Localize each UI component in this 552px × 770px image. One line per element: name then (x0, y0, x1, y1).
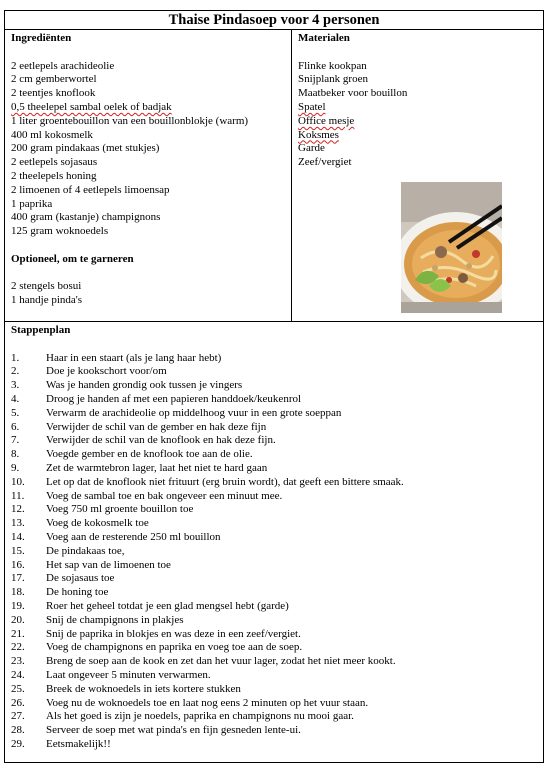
step-item (11, 517, 537, 531)
materials-list (298, 60, 537, 170)
recipe-table (4, 10, 544, 763)
ingredient-item: 2 eetlepels arachideolie (11, 59, 115, 72)
material-item: Flinke kookpan (298, 59, 367, 72)
step-number: 4. (11, 392, 20, 405)
step-item (11, 710, 537, 724)
ingredient-item: 400 ml kokosmelk (11, 128, 93, 141)
step-item (11, 559, 537, 573)
optional-header: Optioneel, om te garneren (11, 252, 134, 265)
step-item (11, 628, 537, 642)
material-item: Garde (298, 142, 325, 155)
step-number: 8. (11, 448, 20, 461)
step-item (11, 462, 537, 476)
step-item (11, 448, 537, 462)
step-item (11, 379, 537, 393)
ingredient-item: 2 eetlepels sojasaus (11, 156, 98, 169)
spacer (11, 338, 537, 352)
optional-item: 1 handje pinda's (11, 294, 83, 307)
step-item (11, 531, 537, 545)
step-number: 13. (11, 517, 25, 530)
step-text: Voeg aan de resterende 250 ml bouillon (46, 530, 221, 543)
step-text: Voeg nu de woknoedels toe en laat nog eens 2 minuten op het vuur staan. (46, 696, 369, 709)
step-text: Verwijder de schil van de gember en hak deze fijn (46, 420, 267, 433)
material-item: Snijplank groen (298, 73, 368, 86)
step-number: 12. (11, 503, 25, 516)
ingredient-item: 0,5 theelepel sambal oelek of badjak (11, 100, 172, 113)
step-text: Breek de woknoedels in iets kortere stukken (46, 682, 241, 695)
step-item (11, 683, 537, 697)
step-number: 21. (11, 627, 25, 640)
ingredient-item: 2 cm gemberwortel (11, 73, 97, 86)
materials-header: Materialen (298, 32, 350, 44)
step-item (11, 655, 537, 669)
step-number: 1. (11, 351, 20, 364)
ingredients-cell (5, 30, 292, 321)
ingredient-item: 2 teentjes knoflook (11, 87, 96, 100)
ingredients-header: Ingrediënten (11, 32, 72, 44)
step-text: De pindakaas toe, (46, 544, 125, 557)
step-number: 27. (11, 710, 25, 723)
ingredient-item: 125 gram woknoedels (11, 225, 109, 238)
step-item (11, 421, 537, 435)
step-text: Droog je handen af met een papieren handdoek/keukenrol (46, 392, 302, 405)
step-number: 5. (11, 406, 20, 419)
ingredient-item: 1 paprika (11, 197, 53, 210)
step-number: 3. (11, 379, 20, 392)
step-number: 19. (11, 599, 25, 612)
material-item: Koksmes (298, 128, 339, 141)
step-item (11, 614, 537, 628)
soup-photo (401, 182, 502, 313)
step-item (11, 434, 537, 448)
spacer (298, 46, 537, 60)
step-text: Snij de champignons in plakjes (46, 613, 184, 626)
spacer (11, 239, 285, 253)
step-number: 17. (11, 572, 25, 585)
step-item (11, 724, 537, 738)
step-number: 23. (11, 655, 25, 668)
ingredients-list (11, 60, 285, 239)
step-item (11, 586, 537, 600)
step-text: Laat ongeveer 5 minuten verwarmen. (46, 668, 211, 681)
steps-header: Stappenplan (11, 324, 71, 336)
ingredient-item: 2 limoenen of 4 eetlepels limoensap (11, 183, 170, 196)
step-number: 16. (11, 558, 25, 571)
step-item (11, 490, 537, 504)
step-number: 2. (11, 365, 20, 378)
step-text: Zet de warmtebron lager, laat het niet te hard gaan (46, 461, 268, 474)
step-number: 14. (11, 530, 25, 543)
step-number: 28. (11, 724, 25, 737)
materials-cell (292, 30, 543, 321)
step-text: Breng de soep aan de kook en zet dan het vuur lager, zodat het niet meer kookt. (46, 655, 396, 668)
step-number: 10. (11, 475, 25, 488)
step-item (11, 738, 537, 752)
step-item (11, 641, 537, 655)
spacer (11, 46, 285, 60)
step-number: 22. (11, 641, 25, 654)
step-item (11, 600, 537, 614)
step-number: 29. (11, 737, 25, 750)
recipe-title: Thaise Pindasoep voor 4 personen (5, 11, 543, 30)
step-number: 25. (11, 682, 25, 695)
step-item (11, 476, 537, 490)
step-item (11, 352, 537, 366)
step-text: De honing toe (46, 586, 109, 599)
step-text: Snij de paprika in blokjes en was deze in een zeef/vergiet. (46, 627, 301, 640)
ingredient-item: 200 gram pindakaas (met stukjes) (11, 142, 160, 155)
step-item (11, 572, 537, 586)
ingredient-item: 2 theelepels honing (11, 169, 97, 182)
step-text: Eetsmakelijk!! (46, 737, 111, 750)
step-text: Roer het geheel totdat je een glad mengsel hebt (garde) (46, 599, 289, 612)
material-item: Spatel (298, 100, 326, 113)
top-row (5, 30, 543, 322)
step-text: De sojasaus toe (46, 572, 115, 585)
step-number: 6. (11, 420, 20, 433)
step-text: Voegde gember en de knoflook toe aan de olie. (46, 448, 253, 461)
step-text: Verwarm de arachideolie op middelhoog vuur in een grote soeppan (46, 406, 342, 419)
steps-list (11, 352, 537, 752)
spacer (11, 267, 285, 281)
material-item: Maatbeker voor bouillon (298, 87, 408, 100)
step-text: Als het goed is zijn je noedels, paprika en champignons nu mooi gaar. (46, 710, 354, 723)
steps-cell (5, 322, 543, 754)
step-text: Haar in een staart (als je lang haar hebt) (46, 351, 222, 364)
step-text: Het sap van de limoenen toe (46, 558, 171, 571)
step-text: Doe je kookschort voor/om (46, 365, 167, 378)
step-item (11, 669, 537, 683)
step-item (11, 407, 537, 421)
step-number: 26. (11, 696, 25, 709)
step-item (11, 365, 537, 379)
step-item (11, 393, 537, 407)
step-text: Let op dat de knoflook niet frituurt (erg bruin wordt), dat geeft een bittere smaak. (46, 475, 404, 488)
step-text: Voeg de kokosmelk toe (46, 517, 149, 530)
ingredient-item: 400 gram (kastanje) champignons (11, 211, 161, 224)
step-text: Verwijder de schil van de knoflook en hak deze fijn. (46, 434, 276, 447)
step-number: 7. (11, 434, 20, 447)
optional-item: 2 stengels bosui (11, 280, 82, 293)
step-item (11, 545, 537, 559)
step-text: Voeg de sambal toe en bak ongeveer een minuut mee. (46, 489, 283, 502)
step-text: Was je handen grondig ook tussen je vingers (46, 379, 243, 392)
ingredient-item: 1 liter groentebouillon van een bouillonblokje (warm) (11, 114, 249, 127)
step-number: 9. (11, 461, 20, 474)
material-item: Office mesje (298, 114, 355, 127)
step-item (11, 503, 537, 517)
step-text: Voeg 750 ml groente bouillon toe (46, 503, 194, 516)
step-number: 15. (11, 544, 25, 557)
step-text: Serveer de soep met wat pinda's en fijn gesneden lente-ui. (46, 724, 301, 737)
step-number: 18. (11, 586, 25, 599)
step-number: 20. (11, 613, 25, 626)
step-text: Voeg de champignons en paprika en voeg toe aan de soep. (46, 641, 303, 654)
material-item: Zeef/vergiet (298, 156, 352, 169)
step-number: 24. (11, 668, 25, 681)
step-number: 11. (11, 489, 25, 502)
step-item (11, 697, 537, 711)
